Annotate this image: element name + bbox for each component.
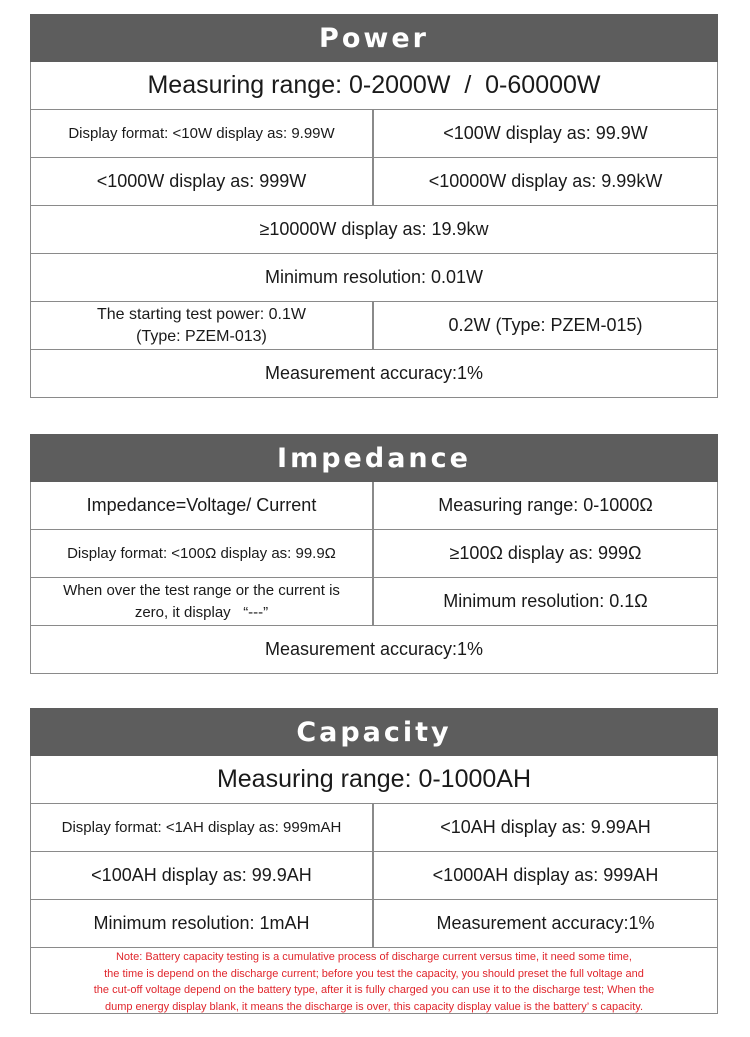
power-format-10w: Display format: <10W display as: 9.99W: [31, 110, 374, 157]
impedance-min-resolution: Minimum resolution: 0.1Ω: [443, 591, 648, 611]
power-starting-test-power-line2: (Type: PZEM-013): [136, 327, 267, 345]
capacity-header: Capacity: [30, 708, 718, 756]
power-measuring-range: Measuring range: 0-2000W / 0-60000W: [147, 71, 601, 99]
capacity-section: [30, 708, 718, 1014]
impedance-format-ge100: ≥100Ω display as: 999Ω: [449, 543, 642, 563]
power-starting-test-power-line1: The starting test power: 0.1W: [97, 305, 306, 323]
capacity-format-1ah: Display format: <1AH display as: 999mAH: [31, 804, 374, 851]
impedance-table: [30, 482, 718, 674]
impedance-measuring-range: Measuring range: 0-1000Ω: [438, 495, 653, 515]
power-accuracy: Measurement accuracy:1%: [264, 363, 484, 383]
capacity-note-line2: the time is depend on the discharge current; before you test the capacity, you should preset the full voltage and: [104, 967, 644, 980]
power-section: [30, 14, 718, 398]
impedance-over-range-line2: zero, it display “---”: [134, 603, 269, 621]
power-format-1000w: <1000W display as: 999W: [31, 158, 374, 205]
impedance-over-range-line1: When over the test range or the current is: [63, 581, 340, 599]
capacity-min-resolution: Minimum resolution: 1mAH: [31, 900, 374, 947]
power-header: Power: [30, 14, 718, 62]
impedance-section: [30, 434, 718, 674]
power-min-resolution: Minimum resolution: 0.01W: [264, 267, 484, 287]
power-format-100w: <100W display as: 99.9W: [443, 123, 648, 143]
power-starting-test-power: [31, 302, 374, 349]
power-table: [30, 62, 718, 398]
capacity-note: [31, 948, 717, 1013]
power-starting-test-power-alt: 0.2W (Type: PZEM-015): [448, 315, 643, 335]
impedance-format-100: Display format: <100Ω display as: 99.9Ω: [31, 530, 374, 577]
capacity-table: [30, 756, 718, 1014]
capacity-format-1000ah: <1000AH display as: 999AH: [432, 865, 659, 885]
capacity-note-line4: dump energy display blank, it means the discharge is over, this capacity display value is the battery’ s capacity.: [104, 1000, 644, 1013]
capacity-format-10ah: <10AH display as: 9.99AH: [440, 817, 651, 837]
capacity-note-line1: Note: Battery capacity testing is a cumulative process of discharge current versus time, it need some time,: [115, 951, 632, 963]
capacity-accuracy: Measurement accuracy:1%: [436, 913, 655, 933]
impedance-over-range: [31, 578, 374, 625]
power-format-10000w: <10000W display as: 9.99kW: [428, 171, 663, 191]
capacity-format-100ah: <100AH display as: 99.9AH: [31, 852, 374, 899]
impedance-header: Impedance: [30, 434, 718, 482]
impedance-accuracy: Measurement accuracy:1%: [264, 639, 484, 659]
capacity-measuring-range: Measuring range: 0-1000AH: [216, 765, 532, 793]
power-format-ge10000w: ≥10000W display as: 19.9kw: [259, 219, 489, 239]
impedance-formula: Impedance=Voltage/ Current: [31, 482, 374, 529]
capacity-note-line3: the cut-off voltage depend on the battery type, after it is fully charged you can use it to the discharge test; When the: [93, 984, 655, 996]
